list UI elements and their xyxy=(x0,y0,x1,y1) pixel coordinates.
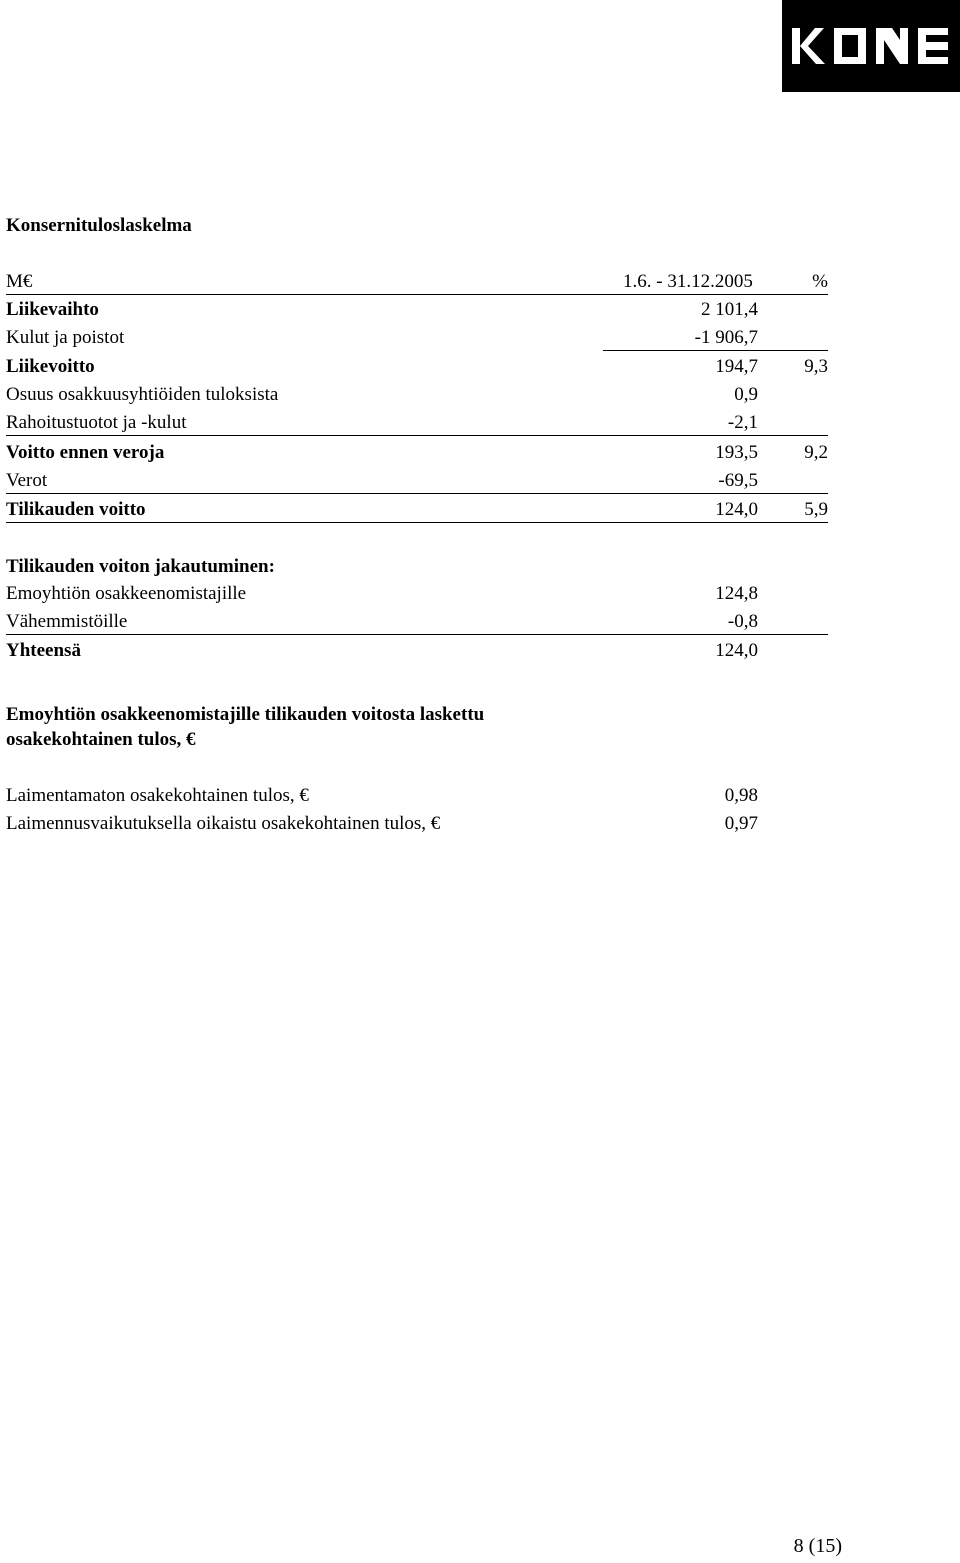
table-row: Voitto ennen veroja 193,5 9,2 xyxy=(6,442,828,463)
kone-logo xyxy=(782,0,960,92)
eps-heading-line-2: osakekohtainen tulos, € xyxy=(6,729,196,750)
table-row: Vähemmistöille -0,8 xyxy=(6,608,828,635)
unit-label: M€ xyxy=(6,271,33,292)
eps-heading xyxy=(6,702,484,752)
eps-row: Laimennusvaikutuksella oikaistu osakekohtainen tulos, € 0,97 xyxy=(6,813,758,834)
row-divider xyxy=(6,634,828,635)
table-row: Emoyhtiön osakkeenomistajille 124,8 xyxy=(6,583,758,604)
table-header-row xyxy=(6,268,828,295)
row-divider xyxy=(6,435,828,436)
table-row: Tilikauden voitto 124,0 5,9 xyxy=(6,496,828,523)
eps-row: Laimentamaton osakekohtainen tulos, € 0,98 xyxy=(6,785,758,806)
row-divider xyxy=(6,493,828,494)
header-divider xyxy=(6,294,828,295)
row-divider xyxy=(6,522,828,523)
table-row: Yhteensä 124,0 xyxy=(6,640,758,661)
page-title: Konsernituloslaskelma xyxy=(6,215,192,236)
distribution-heading: Tilikauden voiton jakautuminen: xyxy=(6,556,275,577)
kone-logo-mark xyxy=(782,0,960,92)
percent-header: % xyxy=(812,271,828,292)
table-row: Verot -69,5 xyxy=(6,467,828,494)
table-row: Liikevoitto 194,7 9,3 xyxy=(6,356,828,377)
table-row: Rahoitustuotot ja -kulut -2,1 xyxy=(6,409,828,436)
eps-heading-line-1: Emoyhtiön osakkeenomistajille tilikauden voitosta laskettu xyxy=(6,704,485,725)
period-label: 1.6. - 31.12.2005 xyxy=(623,271,753,292)
table-row: Liikevaihto 2 101,4 xyxy=(6,299,758,320)
row-divider xyxy=(603,350,828,351)
table-row: Osuus osakkuusyhtiöiden tuloksista 0,9 xyxy=(6,384,758,405)
table-row: Kulut ja poistot -1 906,7 xyxy=(6,324,828,351)
page-number: 8 (15) xyxy=(793,1535,842,1557)
